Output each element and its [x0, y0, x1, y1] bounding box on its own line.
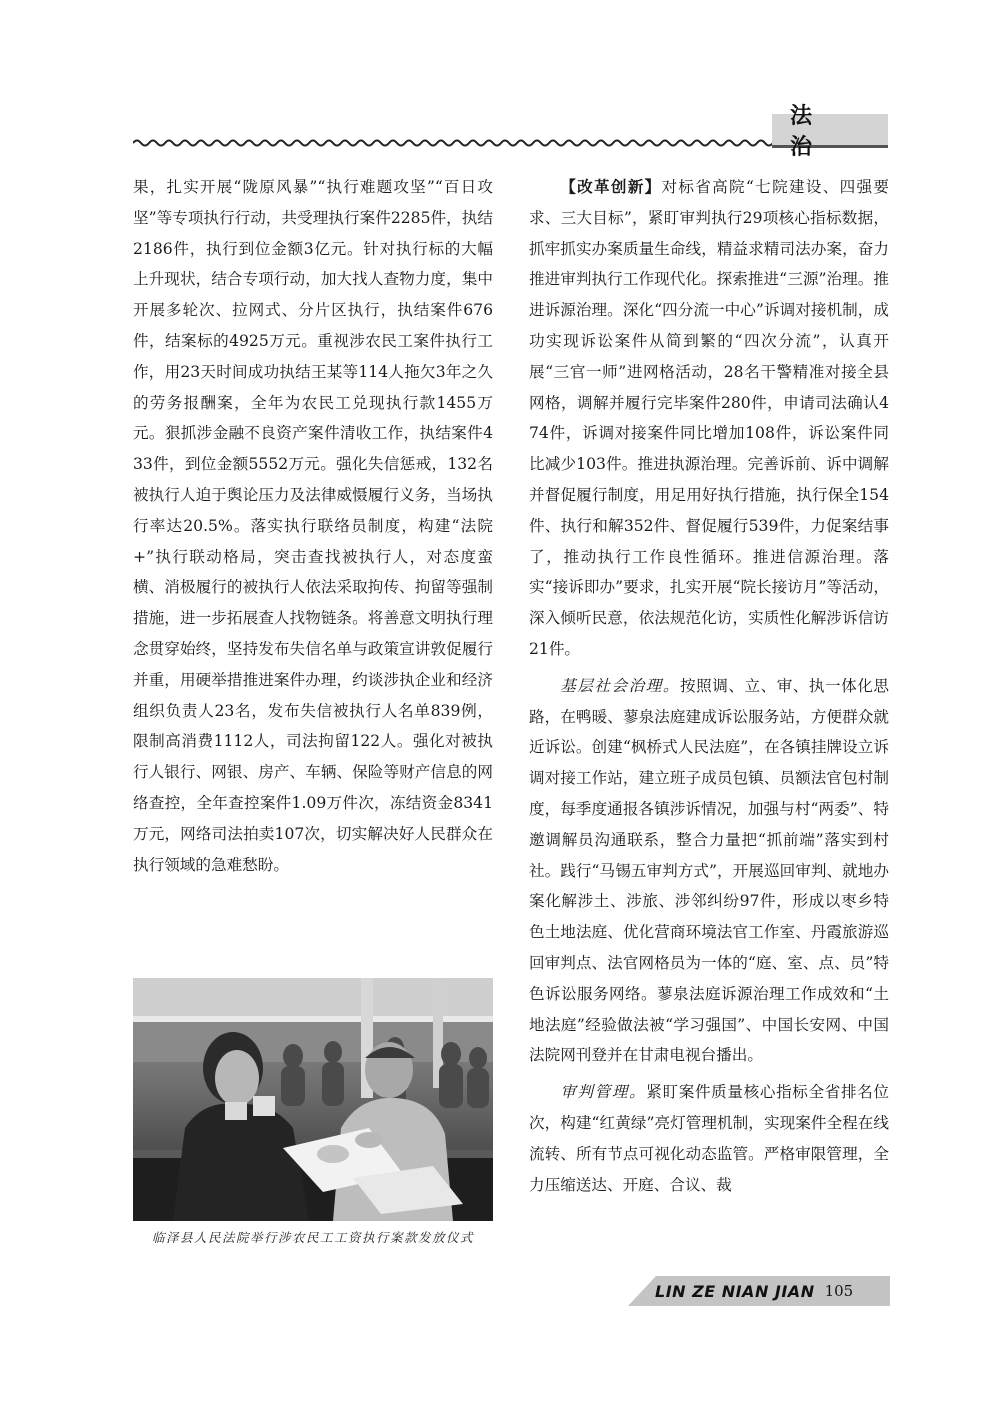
- grassroots-text: 按照调、立、审、执一体化思路，在鸭暖、蓼泉法庭建成诉讼服务站，方便群众就近诉讼。创建“枫桥式人民法庭”，在各镇挂牌设立诉调对接工作站，建立班子成员包镇、员额法官包村制度，每季度通报各镇涉诉情况，加强与村“两委”、特邀调解员沟通联系，整合力量把“抓前端”落实到村社。践行“马锡五审判方式”，开展巡回审判、就地办案化解涉土、涉旅、涉邻纠纷97件，形成以枣乡特色土地法庭、优化营商环境法官工作室、丹霞旅游巡回审判点、法官网格员为一体的“庭、室、点、员”特色诉讼服务网络。蓼泉法庭诉源治理工作成效和“土地法庭”经验做法被“学习强国”、中国长安网、中国法院网刊登并在甘肃电视台播出。: [529, 676, 889, 1065]
- trial-management-paragraph: [529, 1077, 889, 1200]
- header-wavy-rule: [133, 137, 773, 149]
- grassroots-paragraph: [529, 671, 889, 1071]
- photo-caption: 临泽县人民法院举行涉农民工工资执行案款发放仪式: [151, 1230, 474, 1245]
- footer-brand: LIN ZE NIAN JIAN: [655, 1281, 815, 1301]
- right-column: [529, 172, 889, 1200]
- news-photo: [133, 978, 493, 1221]
- reform-label: 【改革创新】: [560, 178, 662, 196]
- footer: [655, 1279, 853, 1303]
- trial-management-label: 审判管理。: [560, 1083, 647, 1102]
- grassroots-label: 基层社会治理。: [560, 676, 680, 695]
- page-number: 105: [824, 1282, 854, 1300]
- reform-text: 对标省高院“七院建设、四强要求、三大目标”，紧盯审判执行29项核心指标数据，抓牢抓实办案质量生命线，精益求精司法办案，奋力推进审判执行工作现代化。探索推进“三源”治理。推进诉源治理。深化“四分流一中心”诉调对接机制，成功实现诉讼案件从简到繁的“四次分流”，认真开展“三官一师”进网格活动，28名干警精准对接全县网格，调解并履行完毕案件280件，申请司法确认474件，诉调对接案件同比增加108件，诉讼案件同比减少103件。推进执源治理。完善诉前、诉中调解并督促履行制度，用足用好执行措施，执行保全154件、执行和解352件、督促履行539件，力促案结事了，推动执行工作良性循环。推进信源治理。落实“接诉即办”要求，扎实开展“院长接访月”等活动，深入倾听民意，依法规范化访，实质性化解涉诉信访21件。: [529, 178, 889, 658]
- left-column: [133, 172, 493, 880]
- reform-paragraph: [529, 172, 889, 665]
- section-title: 法 治: [772, 114, 888, 148]
- trial-management-text: 紧盯案件质量核心指标全省排名位次，构建“红黄绿”亮灯管理机制，实现案件全程在线流转、所有节点可视化动态监管。严格审限管理，全力压缩送达、开庭、合议、裁: [529, 1083, 889, 1194]
- left-paragraph: 果，扎实开展“陇原风暴”“执行难题攻坚”“百日攻坚”等专项执行行动，共受理执行案件2285件，执结2186件，执行到位金额3亿元。针对执行标的大幅上升现状，结合专项行动，加大找人查物力度，集中开展多轮次、拉网式、分片区执行，执结案件676件，结案标的4925万元。重视涉农民工案件执行工作，用23天时间成功执结王某等114人拖欠3年之久的劳务报酬案，全年为农民工兑现执行款1455万元。狠抓涉金融不良资产案件清收工作，执结案件433件，到位金额5552万元。强化失信惩戒，132名被执行人迫于舆论压力及法律威慑履行义务，当场执行率达20.5%。落实执行联络员制度，构建“法院+”执行联动格局，突击查找被执行人，对态度蛮横、消极履行的被执行人依法采取拘传、拘留等强制措施，进一步拓展查人找物链条。将善意文明执行理念贯穿始终，坚持发布失信名单与政策宣讲敦促履行并重，用硬举措推进案件办理，约谈涉执企业和经济组织负责人23名，发布失信被执行人名单839例，限制高消费1112人，司法拘留122人。强化对被执行人银行、网银、房产、车辆、保险等财产信息的网络查控，全年查控案件1.09万件次，冻结资金8341万元，网络司法拍卖107次，切实解决好人民群众在执行领域的急难愁盼。: [133, 178, 493, 874]
